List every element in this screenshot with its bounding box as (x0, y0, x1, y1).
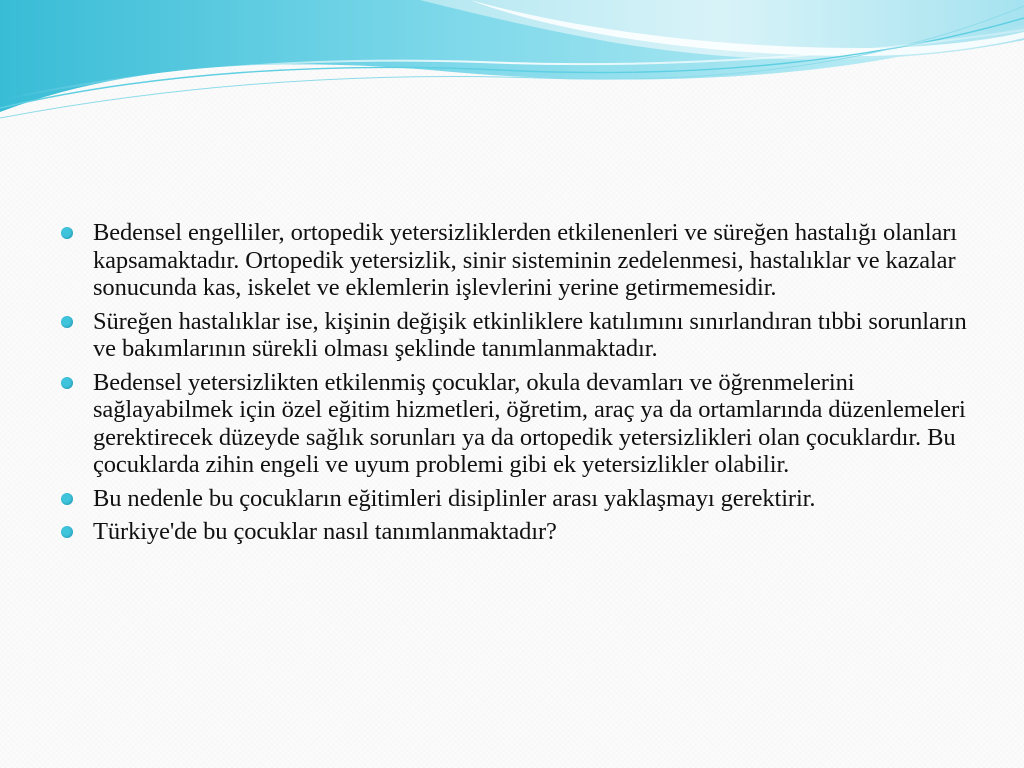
bullet-text: Bedensel yetersizlikten etkilenmiş çocuklar, okula devamları ve öğrenmelerini sağlayabilmek için özel eğitim hizmetleri, öğretim, araç ya da ortamlarında düzenlemeleri gerektirecek düzeyde sağlık sorunları ya da ortopedik yetersizlikleri olan çocuklardır. Bu çocuklarda zihin engeli ve uyum problemi gibi ek yetersizlikler olabilir. (93, 368, 966, 478)
bullet-text: Bu nedenle bu çocukların eğitimleri disiplinler arası yaklaşmayı gerektirir. (93, 484, 816, 512)
bullet-item (60, 308, 980, 363)
bullet-item (60, 369, 980, 479)
header-wave-decoration (0, 0, 1024, 130)
bullet-dot-icon (61, 377, 73, 389)
bullet-dot-icon (61, 526, 73, 538)
bullet-text: Bedensel engelliler, ortopedik yetersizliklerden etkilenenleri ve süreğen hastalığı olanları kapsamaktadır. Ortopedik yetersizlik, sinir sisteminin zedelenmesi, hastalıklar ve kazalar sonucunda kas, iskelet ve eklemlerin işlevlerini yerine getirmemesidir. (93, 219, 958, 301)
bullet-text: Türkiye'de bu çocuklar nasıl tanımlanmaktadır? (93, 518, 557, 545)
bullet-item (60, 518, 980, 546)
bullet-item (60, 485, 980, 513)
bullet-list (60, 219, 980, 552)
bullet-dot-icon (61, 316, 73, 328)
bullet-dot-icon (61, 227, 73, 239)
bullet-dot-icon (61, 493, 73, 505)
bullet-item (60, 219, 980, 302)
bullet-text: Süreğen hastalıklar ise, kişinin değişik etkinliklere katılımını sınırlandıran tıbbi sorunların ve bakımlarının sürekli olması şeklinde tanımlanmaktadır. (93, 307, 967, 362)
